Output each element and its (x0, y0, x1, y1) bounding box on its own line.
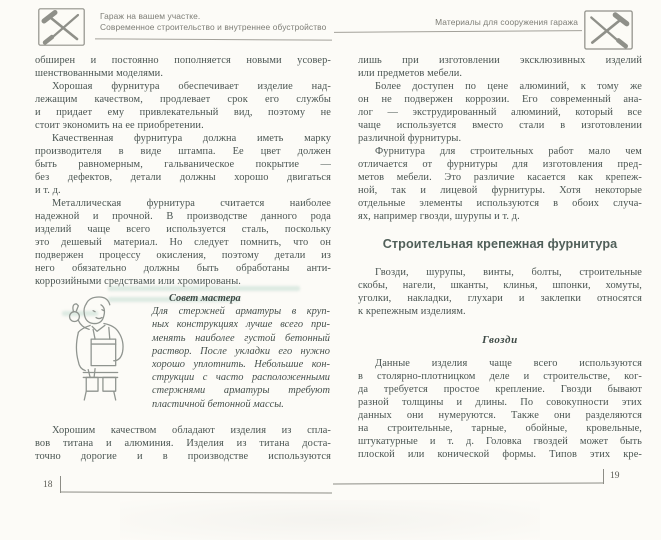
text-line: менять наиболее густой бетонный (152, 332, 330, 344)
page-number-left: 18 (43, 480, 53, 490)
paragraph (35, 132, 331, 197)
paragraph (152, 305, 330, 411)
text-line: и т. д. (35, 185, 61, 196)
text-line: Для стержней арматуры в круп- (152, 306, 330, 318)
text-line: отдельные элементы используются в обоих случа- (358, 198, 642, 209)
text-line: него обязательно должны быть обработаны анти- (35, 263, 331, 274)
right-page-nails (358, 357, 642, 463)
tip-body (152, 305, 330, 411)
text-line: струкции с часто расположенными (152, 372, 330, 384)
paragraph (35, 424, 331, 463)
master-tip (152, 292, 330, 411)
text-line: отличается от фурнитуры для изготовления пред- (358, 159, 642, 170)
running-head-line2: Современное строительство и внутреннее обустройство (100, 22, 327, 32)
text-line: данных они нумеруются. Также они разделяются (358, 410, 642, 421)
text-line: он не подвержен коррозии. Его современный ана- (358, 94, 642, 105)
left-page-body (35, 54, 331, 290)
left-footer-rule (60, 476, 61, 493)
paragraph (35, 197, 331, 288)
text-line: штукатурные и т. д. Головка гвоздей может быть (358, 436, 642, 447)
text-line: ных конструкциях лучше всего при- (152, 319, 330, 331)
paragraph (35, 80, 331, 132)
text-line: обширен и постоянно пополняется новыми усовер- (35, 55, 331, 66)
text-line: или предметов мебели. (358, 68, 463, 79)
text-line: скобы, нагели, шканты, клинья, шпонки, хомуты, (358, 280, 642, 291)
text-line: Металлическая фурнитура считается наиболее (52, 198, 331, 209)
text-line: это дешевый материал. Но следует помнить, что он (35, 237, 331, 248)
tip-title: Совет мастера (169, 293, 241, 304)
paragraph (358, 266, 642, 318)
text-line: лишь при изготовлении эксклюзивных изделий (358, 55, 642, 66)
paragraph (358, 80, 642, 145)
text-line: стержнями арматуры требуют (152, 385, 330, 397)
section-heading: Строительная крепежная фурнитура (382, 237, 618, 251)
text-line: раствор. После укладки его нужно (152, 345, 330, 357)
text-line: да требуется простое крепление. Гвозди бывают (358, 384, 642, 395)
right-footer-rule (603, 469, 604, 484)
text-line: Хорошая фурнитура обеспечивает изделие над- (52, 81, 331, 92)
text-line: Фурнитура для строительных работ мало чем (375, 146, 642, 157)
right-page-intro (358, 54, 642, 226)
right-header-rule (334, 30, 582, 33)
text-line: на строительные, тарные, обойные, кровельные, (358, 423, 642, 434)
text-line: лежащим качеством, продлевает срок его службы (35, 94, 331, 105)
tools-icon (38, 8, 85, 51)
text-line: разной толщины и длины. По совокупности этих (358, 397, 642, 408)
left-footer-rule (60, 492, 332, 494)
text-line: Более доступен по цене алюминий, к тому же (375, 81, 642, 92)
text-line: Данные изделия чаще всего используются (375, 358, 642, 369)
right-footer-rule (333, 483, 603, 485)
text-line: изделий чаще всего используется сталь, поскольку (35, 224, 331, 235)
text-line: лог — экструдированный алюминий, который все (358, 107, 642, 118)
paragraph (358, 145, 642, 223)
left-header-rule (95, 38, 332, 40)
text-line: Гвозди, шурупы, винты, болты, строительные (375, 267, 642, 278)
subsection-heading: Гвозди (482, 334, 518, 346)
text-line: вов титана и алюминия. Изделия из титана доста- (35, 438, 331, 449)
text-line: метов мебели. Это различие касается как крепеж- (358, 172, 642, 183)
left-page-closing (35, 424, 331, 466)
text-line: надежной и прочной. В производстве данного рода (35, 211, 331, 222)
text-line: уголки, накладки, глухари и заклепки относятся (358, 293, 642, 304)
master-illustration (46, 293, 152, 408)
text-line: к крепежным изделиям. (358, 306, 466, 317)
text-line: пластичной бетонной массы. (152, 398, 284, 410)
text-line: стоит экономить на ее приобретении. (35, 120, 204, 131)
right-running-head: Материалы для сооружения гаража (435, 17, 578, 27)
text-line: хорошо уплотнить. Небольшие кон- (152, 358, 330, 370)
text-line: ной, так и лицевой фурнитуры. Хотя некоторые (358, 185, 642, 196)
text-line: без дефектов, детали должны хорошо двигаться (35, 172, 331, 183)
text-line: и придает ему привлекательный вид, поэтому не (35, 107, 331, 118)
text-line: быть равномерным, гальваническое покрытие — (35, 159, 331, 170)
right-page-fasteners (358, 266, 642, 320)
text-line: производителя в виде штампа. Ее цвет должен (35, 146, 331, 157)
text-line: чаще используется вместо стали в изготовлении (358, 120, 642, 131)
text-line: в столярно-плотницком деле и строительстве, ког- (358, 371, 642, 382)
paragraph (35, 54, 331, 80)
text-line: различной фурнитуры. (358, 133, 462, 144)
paragraph (358, 54, 642, 80)
page-number-right: 19 (610, 471, 620, 481)
text-line: подвержен процессу окисления, поэтому детали из (35, 250, 331, 261)
tools-icon (584, 8, 633, 57)
text-line: Хорошим качеством обладают изделия из спла- (52, 425, 331, 436)
left-running-head (100, 11, 326, 33)
paragraph (358, 357, 642, 461)
text-line: Качественная фурнитура должна иметь марку (52, 133, 331, 144)
text-line: шенствованными моделями. (35, 68, 164, 79)
text-line: ях, например гвозди, шурупы и т. д. (358, 211, 520, 222)
text-line: коррозийными средствами или хромированы. (35, 276, 241, 287)
text-line: плоской или конической формы. Типов этих кре- (358, 449, 642, 460)
text-line: точно дорогие и в производстве используются (35, 451, 331, 462)
running-head-line1: Гараж на вашем участке. (100, 11, 201, 21)
